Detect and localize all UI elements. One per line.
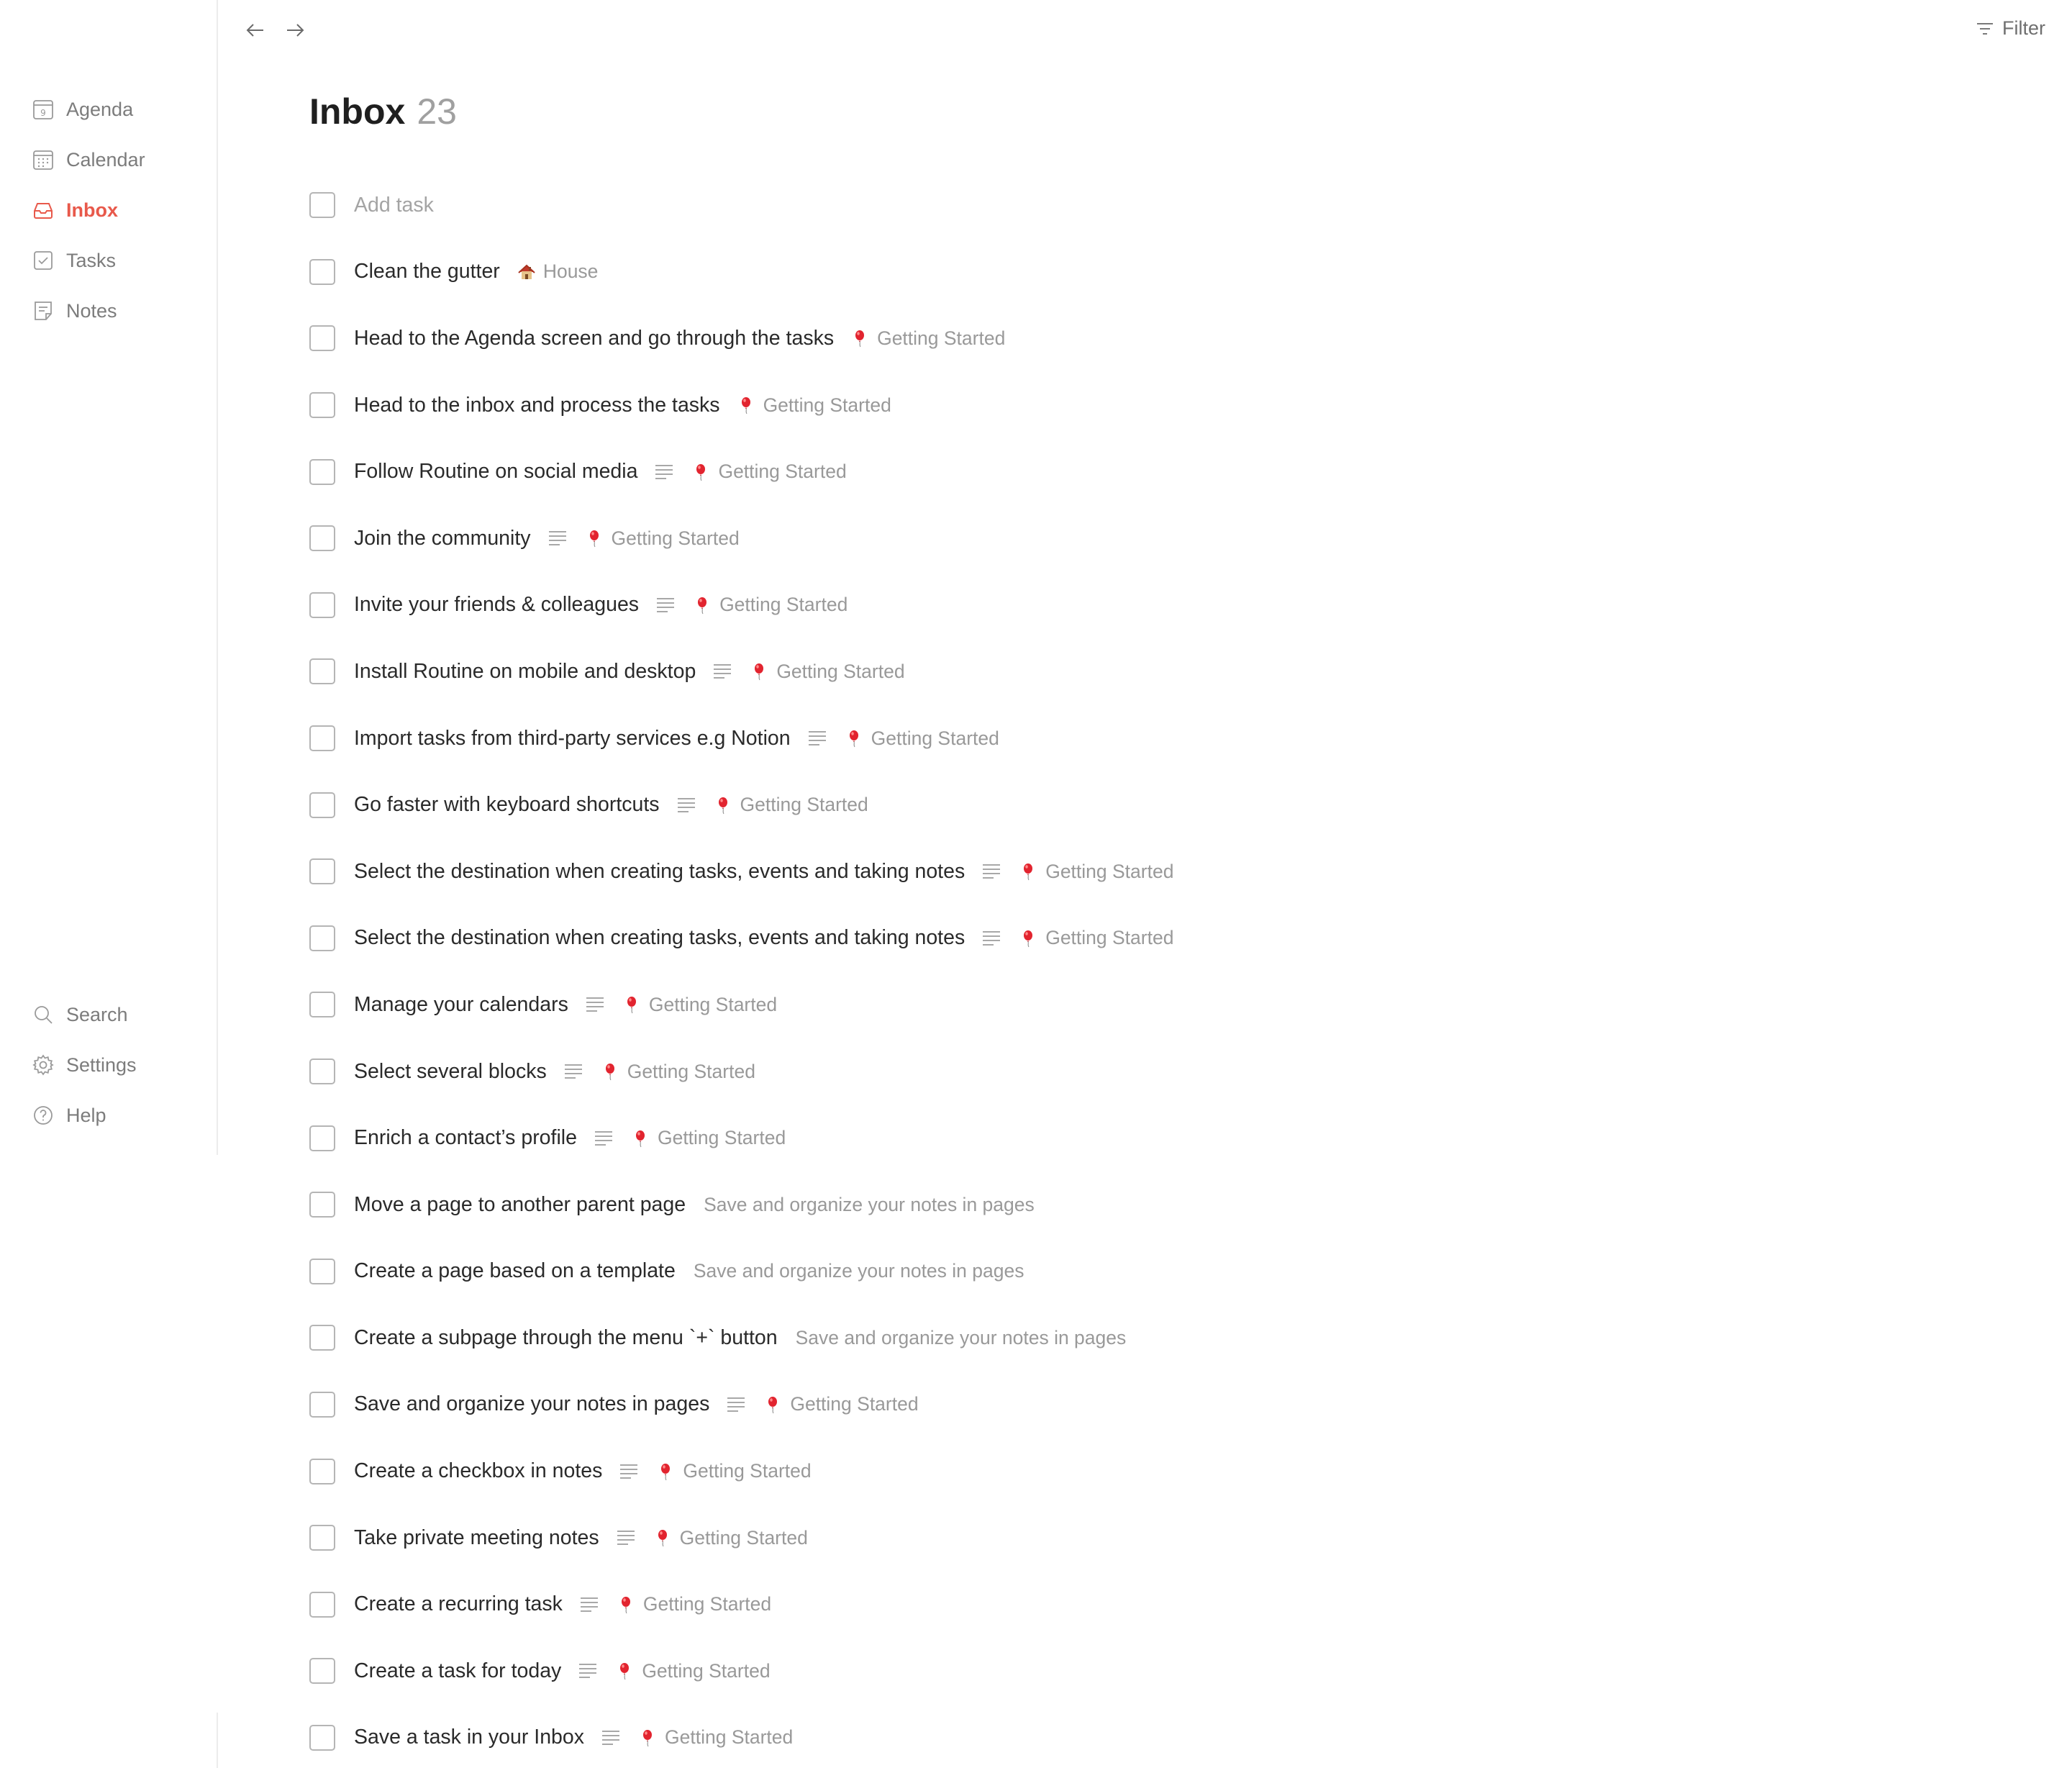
task-checkbox[interactable] xyxy=(309,858,335,884)
task-checkbox[interactable] xyxy=(309,1392,335,1418)
task-title[interactable]: Head to the Agenda screen and go through the tasks xyxy=(354,326,835,350)
task-project-label: Save and organize your notes in pages xyxy=(795,1326,1127,1348)
task-checkbox[interactable] xyxy=(309,325,335,351)
sidebar-item-inbox[interactable] xyxy=(32,196,118,225)
task-project-tag[interactable] xyxy=(796,1327,1127,1349)
balloon-icon xyxy=(694,596,712,615)
task-checkbox[interactable] xyxy=(309,1259,335,1284)
page-title-text: Inbox xyxy=(309,91,406,132)
balloon-icon xyxy=(737,396,756,414)
task-title[interactable]: Import tasks from third-party services e.g Notion xyxy=(354,726,791,750)
notes-lines-icon xyxy=(584,995,606,1014)
task-project-label: Getting Started xyxy=(665,1726,794,1749)
task-row[interactable] xyxy=(309,572,1964,639)
notes-lines-icon xyxy=(712,662,733,681)
task-checkbox[interactable] xyxy=(309,525,335,551)
task-row[interactable] xyxy=(309,771,1964,838)
task-project-tag[interactable] xyxy=(601,1061,755,1083)
task-title[interactable]: Select the destination when creating tasks, events and taking notes xyxy=(354,859,965,883)
sidebar-item-help[interactable] xyxy=(32,1101,106,1130)
task-title[interactable]: Go faster with keyboard shortcuts xyxy=(354,793,660,817)
task-checkbox[interactable] xyxy=(309,1192,335,1218)
task-project-label: Getting Started xyxy=(877,327,1006,349)
task-project-label: Getting Started xyxy=(648,993,778,1015)
notes-lines-icon xyxy=(981,929,1002,948)
task-title[interactable]: Create a recurring task xyxy=(354,1592,563,1616)
sidebar-item-label: Search xyxy=(66,1003,128,1025)
task-row[interactable] xyxy=(309,838,1964,905)
filter-lines-icon xyxy=(1975,19,1995,39)
filter-button[interactable] xyxy=(1975,17,2045,40)
task-checkbox[interactable] xyxy=(309,1525,335,1551)
task-checkbox[interactable] xyxy=(309,459,335,485)
task-title[interactable]: Create a page based on a template xyxy=(354,1259,676,1283)
sidebar-item-search[interactable] xyxy=(32,1000,128,1029)
task-list xyxy=(309,172,1964,1768)
task-project-label: Save and organize your notes in pages xyxy=(693,1260,1024,1282)
task-project-tag[interactable] xyxy=(1019,927,1173,949)
search-icon xyxy=(32,1003,55,1026)
balloon-icon xyxy=(601,1062,620,1081)
task-checkbox[interactable] xyxy=(309,792,335,818)
arrow-right-icon xyxy=(284,19,306,41)
task-checkbox[interactable] xyxy=(309,1058,335,1084)
task-title[interactable]: Create a task for today xyxy=(354,1659,562,1682)
task-row[interactable] xyxy=(309,1171,1964,1238)
notes-lines-icon xyxy=(676,796,697,815)
help-icon xyxy=(32,1104,55,1127)
balloon-icon xyxy=(692,463,711,481)
task-project-tag[interactable] xyxy=(764,1393,918,1415)
balloon-icon xyxy=(851,329,870,348)
task-title[interactable]: Take private meeting notes xyxy=(354,1526,599,1549)
task-row[interactable] xyxy=(309,1638,1964,1705)
notes-lines-icon xyxy=(725,1395,747,1414)
back-button[interactable] xyxy=(241,16,270,45)
task-row[interactable] xyxy=(309,505,1964,572)
task-checkbox[interactable] xyxy=(309,1459,335,1484)
task-project-label: Getting Started xyxy=(871,727,999,749)
forward-button[interactable] xyxy=(281,16,309,45)
task-title[interactable]: Save and organize your notes in pages xyxy=(354,1392,710,1416)
sidebar-item-label: Calendar xyxy=(66,148,145,171)
add-task-row[interactable] xyxy=(309,172,1964,239)
balloon-icon xyxy=(654,1528,673,1547)
task-checkbox[interactable] xyxy=(309,1325,335,1351)
sidebar-item-label: Settings xyxy=(66,1053,137,1076)
sidebar-item-label: Help xyxy=(66,1104,106,1126)
task-title[interactable]: Head to the inbox and process the tasks xyxy=(354,393,720,417)
task-project-tag[interactable] xyxy=(623,994,777,1016)
task-project-tag[interactable] xyxy=(657,1460,811,1482)
balloon-icon xyxy=(750,662,769,681)
task-title[interactable]: Create a checkbox in notes xyxy=(354,1459,603,1483)
task-project-tag[interactable] xyxy=(616,1660,770,1682)
filter-label: Filter xyxy=(2002,17,2045,39)
task-project-tag[interactable] xyxy=(851,327,1005,350)
task-project-tag[interactable] xyxy=(639,1726,793,1749)
task-title[interactable]: Invite your friends & colleagues xyxy=(354,593,640,617)
sidebar-item-label: Agenda xyxy=(66,98,134,120)
task-project-label: Getting Started xyxy=(657,1127,786,1149)
task-row[interactable] xyxy=(309,1438,1964,1505)
task-project-tag[interactable] xyxy=(714,794,868,816)
sidebar-item-label: Notes xyxy=(66,299,117,322)
task-checkbox[interactable] xyxy=(309,925,335,951)
task-checkbox[interactable] xyxy=(309,725,335,751)
note-icon xyxy=(32,299,55,322)
task-checkbox[interactable] xyxy=(309,1658,335,1684)
task-title[interactable]: Manage your calendars xyxy=(354,992,568,1016)
notes-lines-icon xyxy=(655,596,676,615)
task-row[interactable] xyxy=(309,1705,1964,1768)
sidebar-item-settings[interactable] xyxy=(32,1051,137,1079)
task-row[interactable] xyxy=(309,1038,1964,1105)
sidebar xyxy=(0,0,218,1155)
task-title[interactable]: Save a task in your Inbox xyxy=(354,1726,585,1749)
sidebar-item-tasks[interactable] xyxy=(32,246,116,275)
task-title[interactable]: Follow Routine on social media xyxy=(354,460,638,484)
task-row[interactable] xyxy=(309,305,1964,372)
task-row[interactable] xyxy=(309,1105,1964,1171)
task-title[interactable]: Select the destination when creating tasks, events and taking notes xyxy=(354,926,965,950)
notes-lines-icon xyxy=(981,862,1002,881)
task-checkbox[interactable] xyxy=(309,259,335,285)
balloon-icon xyxy=(623,995,642,1014)
task-project-label: Getting Started xyxy=(611,527,740,549)
checkbox-icon xyxy=(32,249,55,272)
task-project-tag[interactable] xyxy=(694,1260,1024,1282)
notes-lines-icon xyxy=(578,1595,600,1614)
task-row[interactable] xyxy=(309,1505,1964,1572)
balloon-icon xyxy=(714,796,733,815)
task-project-label: Getting Started xyxy=(642,1659,771,1682)
task-project-tag[interactable] xyxy=(617,1593,771,1615)
notes-lines-icon xyxy=(600,1728,622,1747)
balloon-icon xyxy=(657,1462,676,1481)
task-title[interactable]: Install Routine on mobile and desktop xyxy=(354,659,696,683)
task-row[interactable] xyxy=(309,1372,1964,1438)
task-project-tag[interactable] xyxy=(517,260,599,283)
task-row[interactable] xyxy=(309,1305,1964,1372)
notes-lines-icon xyxy=(806,729,828,748)
balloon-icon xyxy=(764,1395,783,1414)
task-title[interactable]: Create a subpage through the menu `+` button xyxy=(354,1325,778,1349)
task-row[interactable] xyxy=(309,905,1964,972)
task-project-tag[interactable] xyxy=(632,1127,786,1149)
sidebar-item-calendar[interactable] xyxy=(32,145,145,174)
notes-lines-icon xyxy=(593,1129,614,1148)
notes-lines-icon xyxy=(563,1062,584,1081)
task-row[interactable] xyxy=(309,1571,1964,1638)
task-project-tag[interactable] xyxy=(750,661,904,683)
task-checkbox[interactable] xyxy=(309,592,335,618)
task-project-label: Getting Started xyxy=(1045,927,1174,949)
task-title[interactable]: Select several blocks xyxy=(354,1059,547,1083)
task-row[interactable] xyxy=(309,438,1964,505)
task-checkbox[interactable] xyxy=(309,658,335,684)
task-project-tag[interactable] xyxy=(692,461,846,483)
task-row[interactable] xyxy=(309,372,1964,439)
sidebar-item-agenda[interactable] xyxy=(32,95,133,124)
task-project-label: Getting Started xyxy=(1045,860,1174,882)
balloon-icon xyxy=(845,729,864,748)
svg-text:9: 9 xyxy=(40,108,46,118)
notes-lines-icon xyxy=(618,1462,640,1481)
agenda-calendar-icon xyxy=(32,98,55,121)
task-project-label: Getting Started xyxy=(679,1526,808,1549)
gear-icon xyxy=(32,1053,55,1076)
task-checkbox[interactable] xyxy=(309,1592,335,1618)
balloon-icon xyxy=(617,1595,636,1614)
task-project-tag[interactable] xyxy=(586,527,740,550)
add-task-input[interactable]: Add task xyxy=(354,193,434,217)
add-task-checkbox[interactable] xyxy=(309,192,335,218)
task-project-label: Getting Started xyxy=(719,594,848,616)
task-row[interactable] xyxy=(309,239,1964,306)
inbox-count: 23 xyxy=(417,91,457,132)
task-project-label: Getting Started xyxy=(718,461,847,483)
task-checkbox[interactable] xyxy=(309,1725,335,1751)
sidebar-item-label: Inbox xyxy=(66,199,118,221)
task-project-tag[interactable] xyxy=(737,394,891,417)
task-project-label: Getting Started xyxy=(776,660,905,682)
task-project-label: Getting Started xyxy=(642,1593,772,1615)
task-title[interactable]: Enrich a contact’s profile xyxy=(354,1126,577,1150)
balloon-icon xyxy=(1019,929,1038,948)
task-project-label: Save and organize your notes in pages xyxy=(704,1193,1035,1215)
task-row[interactable] xyxy=(309,1238,1964,1305)
task-project-label: Getting Started xyxy=(763,394,891,416)
task-title[interactable]: Join the community xyxy=(354,526,531,550)
task-checkbox[interactable] xyxy=(309,392,335,418)
task-checkbox[interactable] xyxy=(309,992,335,1017)
task-project-tag[interactable] xyxy=(1019,861,1173,883)
task-project-label: Getting Started xyxy=(683,1460,812,1482)
balloon-icon xyxy=(632,1129,650,1148)
notes-lines-icon xyxy=(653,463,675,481)
notes-lines-icon xyxy=(547,529,568,548)
task-checkbox[interactable] xyxy=(309,1125,335,1151)
arrow-left-icon xyxy=(245,19,266,41)
calendar-grid-icon xyxy=(32,148,55,171)
task-project-tag[interactable] xyxy=(704,1194,1035,1216)
balloon-icon xyxy=(639,1728,658,1747)
task-title[interactable]: Clean the gutter xyxy=(354,260,500,284)
task-project-tag[interactable] xyxy=(654,1527,808,1549)
balloon-icon xyxy=(586,529,604,548)
sidebar-item-label: Tasks xyxy=(66,249,117,271)
task-row[interactable] xyxy=(309,638,1964,705)
task-title[interactable]: Move a page to another parent page xyxy=(354,1192,686,1216)
task-project-tag[interactable] xyxy=(694,594,848,616)
notes-lines-icon xyxy=(615,1528,637,1547)
task-project-tag[interactable] xyxy=(845,727,999,750)
house-icon xyxy=(517,263,536,281)
task-row[interactable] xyxy=(309,705,1964,772)
balloon-icon xyxy=(1019,862,1038,881)
inbox-tray-icon xyxy=(32,199,55,222)
notes-lines-icon xyxy=(577,1662,599,1680)
task-row[interactable] xyxy=(309,971,1964,1038)
page-title xyxy=(309,91,457,132)
task-project-label: Getting Started xyxy=(740,794,868,816)
balloon-icon xyxy=(616,1662,635,1680)
sidebar-divider xyxy=(217,1713,218,1768)
task-project-label: Getting Started xyxy=(627,1060,755,1082)
task-project-label: Getting Started xyxy=(790,1393,919,1415)
task-project-label: House xyxy=(542,260,599,283)
sidebar-item-notes[interactable] xyxy=(32,296,117,325)
